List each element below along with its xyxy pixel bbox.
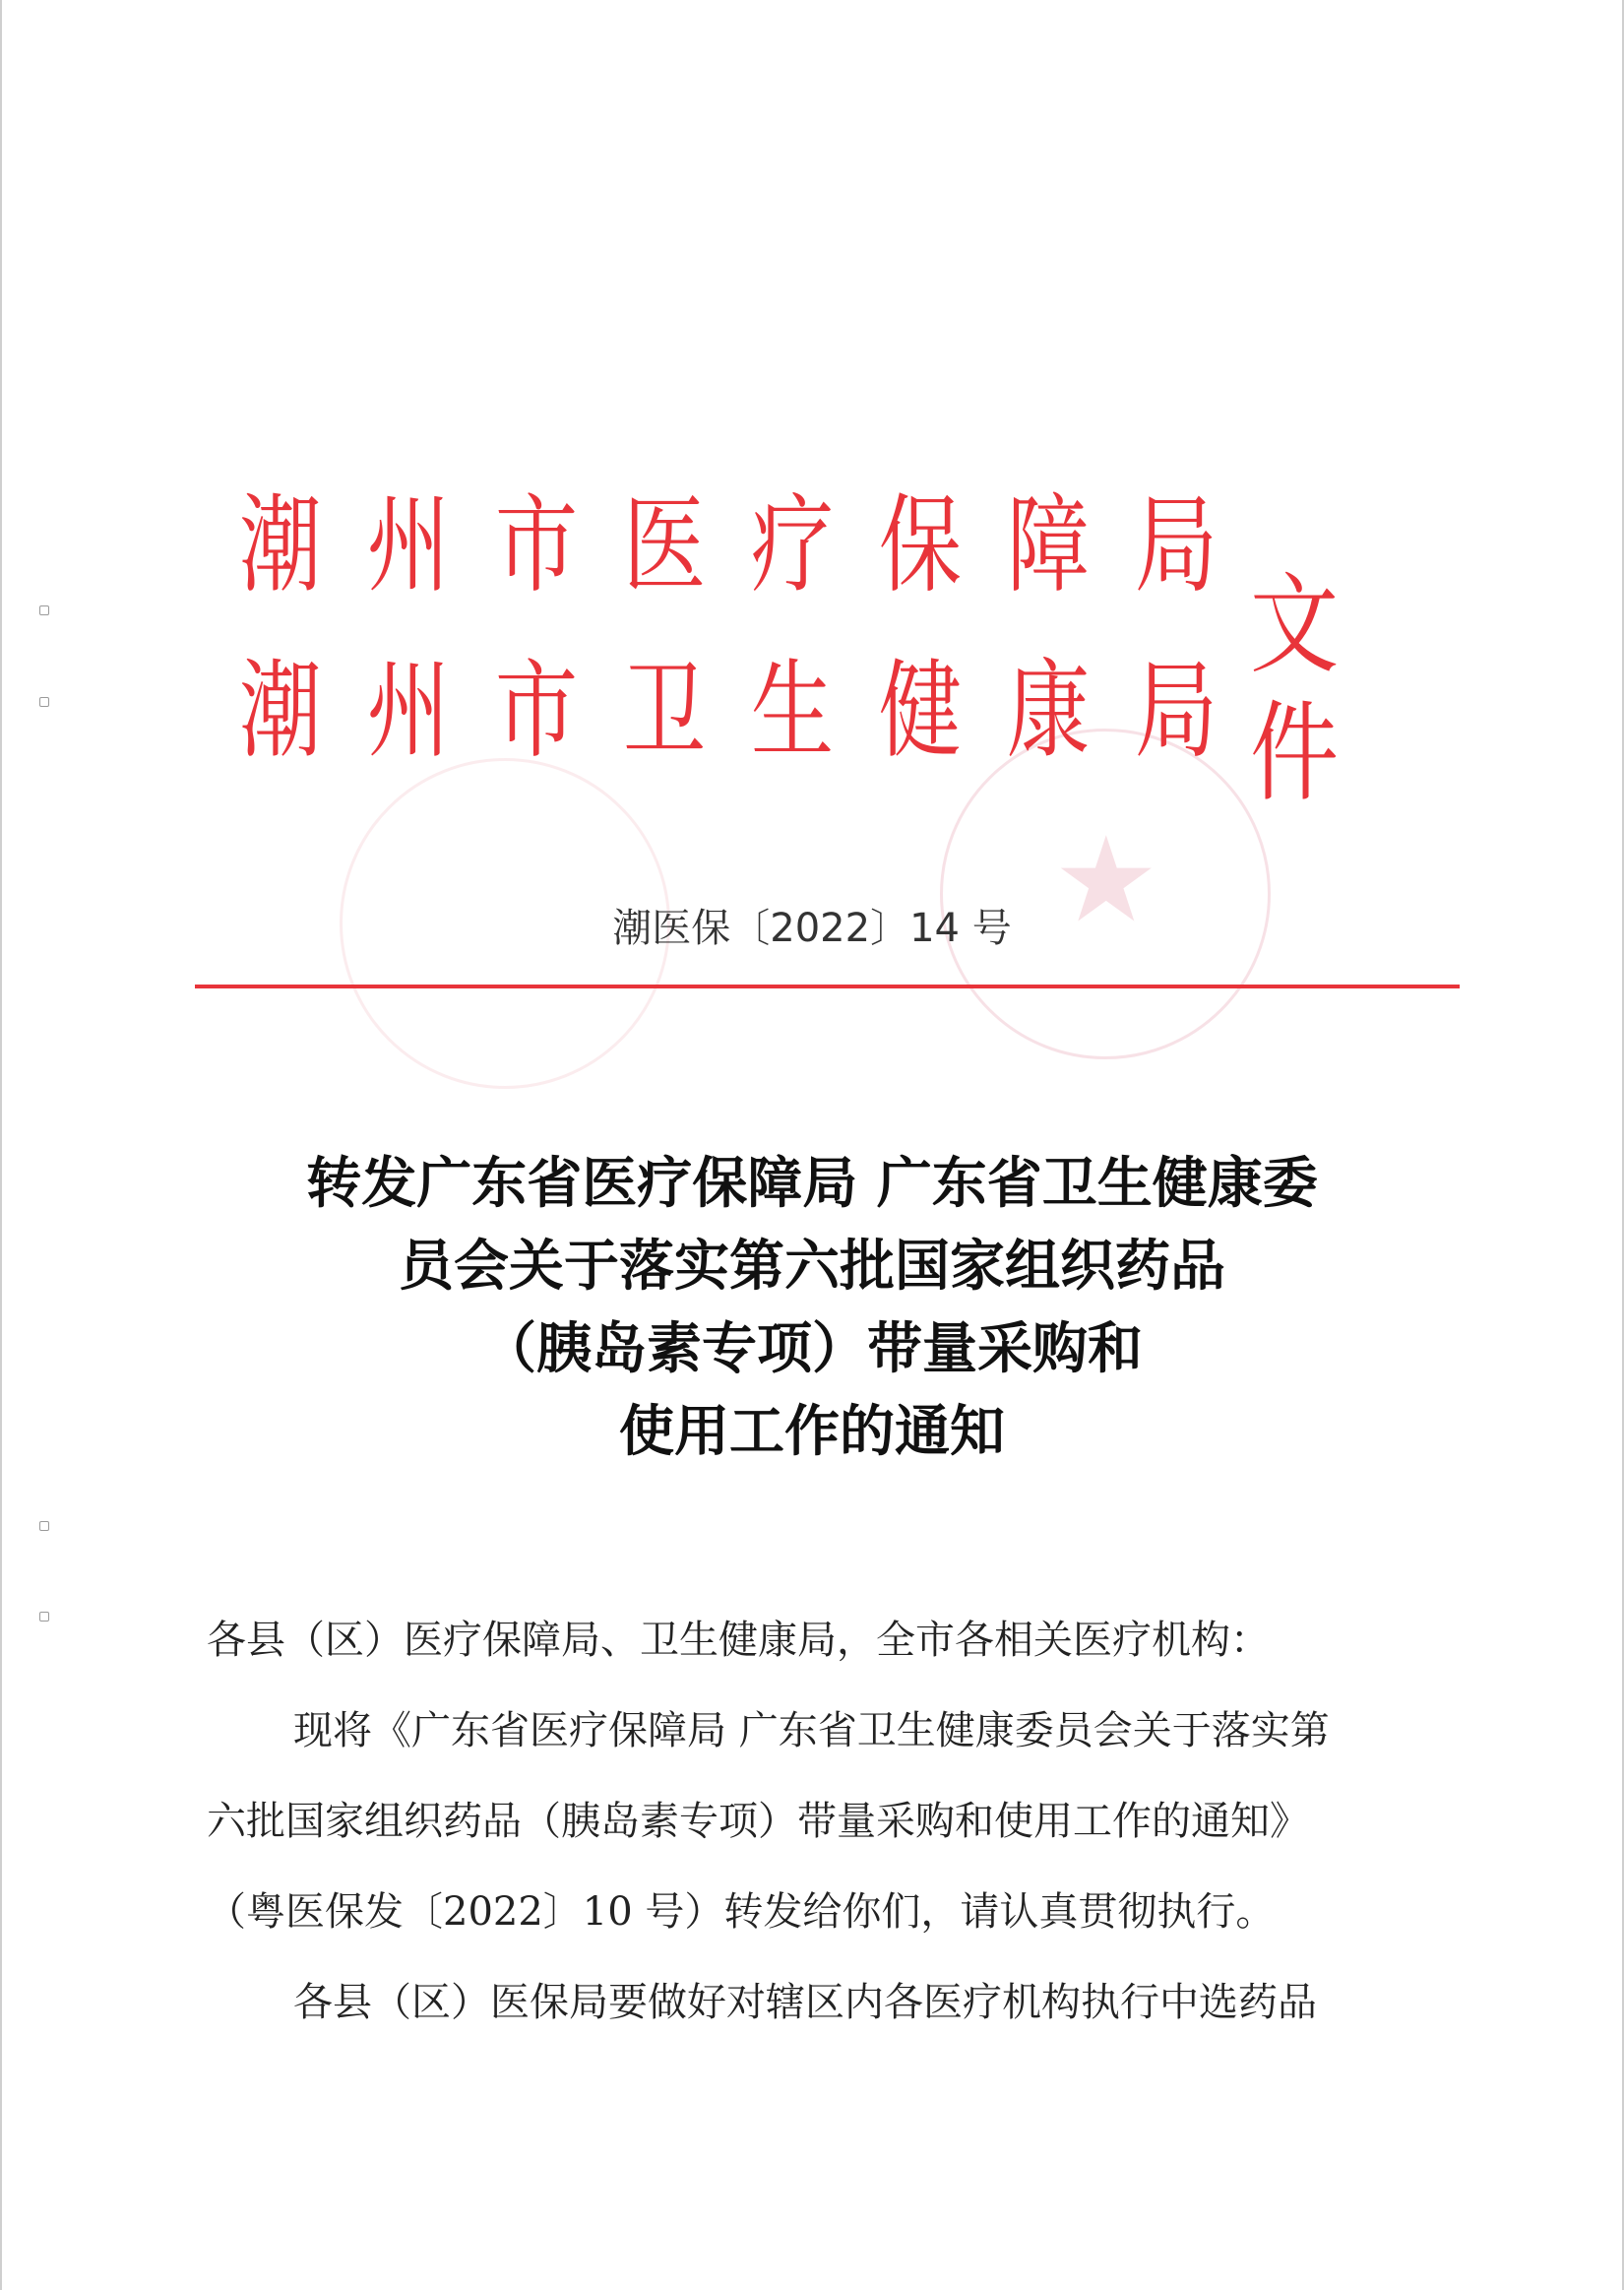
masthead-char: 保 [878, 484, 963, 607]
masthead-char: 医 [622, 484, 707, 607]
masthead-row-health [226, 648, 1230, 776]
document-number: 潮医保〔2022〕14 号 [612, 906, 1012, 951]
document-title [157, 1142, 1467, 1473]
masthead-suffix: 文件 [1250, 562, 1335, 816]
title-line-3: （胰岛素专项）带量采购和 [481, 1316, 1143, 1381]
edge-mark-left-top [39, 605, 49, 615]
masthead-char: 州 [366, 484, 451, 607]
red-separator-line [195, 985, 1460, 988]
masthead-char: 市 [494, 484, 579, 607]
masthead [226, 482, 1437, 816]
masthead-char: 卫 [622, 650, 707, 773]
masthead-char: 潮 [238, 650, 323, 773]
paragraph-2-line-1: 各县（区）医保局要做好对辖区内各医疗机构执行中选药品 [293, 1980, 1317, 2025]
masthead-char: 潮 [238, 484, 323, 607]
masthead-char: 健 [878, 650, 963, 773]
paragraph-1-line-1: 现将《广东省医疗保障局 广东省卫生健康委员会关于落实第 [293, 1708, 1330, 1753]
edge-mark-left-bottom-2 [39, 1612, 49, 1622]
masthead-char: 局 [1134, 650, 1218, 773]
masthead-char: 市 [494, 650, 579, 773]
masthead-char: 疗 [750, 484, 835, 607]
paragraph-1-line-3: （粤医保发〔2022〕10 号）转发给你们，请认真贯彻执行。 [207, 1889, 1276, 1935]
masthead-char: 生 [750, 650, 835, 773]
edge-mark-left-bottom [39, 1521, 49, 1531]
edge-mark-left-top-2 [39, 697, 49, 707]
title-line-2: 员会关于落实第六批国家组织药品 [399, 1234, 1225, 1299]
title-line-4: 使用工作的通知 [619, 1399, 1005, 1464]
document-body [207, 1595, 1437, 2048]
masthead-char: 障 [1006, 484, 1091, 607]
paragraph-1-line-2: 六批国家组织药品（胰岛素专项）带量采购和使用工作的通知》 [207, 1799, 1309, 1844]
title-line-1: 转发广东省医疗保障局 广东省卫生健康委 [306, 1151, 1318, 1216]
seal-star-icon: ★ [1053, 812, 1159, 949]
masthead-char: 康 [1006, 650, 1091, 773]
masthead-row-medical-security [226, 482, 1230, 610]
masthead-char: 局 [1134, 484, 1218, 607]
masthead-char: 州 [366, 650, 451, 773]
salutation: 各县（区）医疗保障局、卫生健康局，全市各相关医疗机构： [207, 1618, 1270, 1663]
